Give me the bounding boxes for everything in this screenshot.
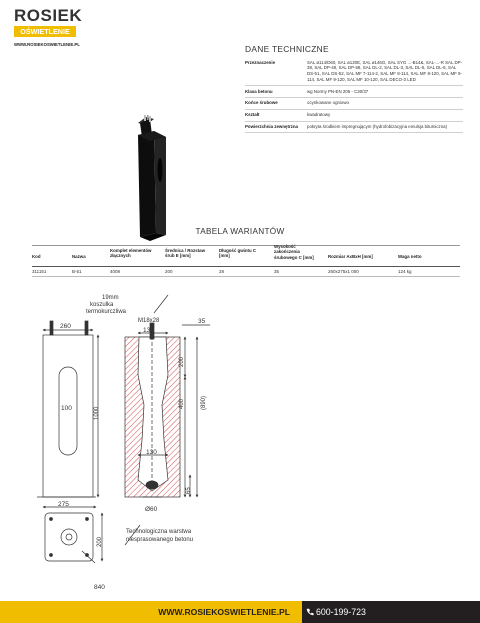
variants-cell: 4008 — [110, 269, 121, 274]
tech-value: SAL ø114/D60, SAL ø120E, SAL ø146G, SAL SYG ...-B14&, SAL-...-R SAL DP-38, SAL DP-48, SAL DP-58, SAL DL-2, SAL DL-3, SAL DL-5, SAL DL-6, SAL DS-51, SAL DS-52, SAL MF 7-114-2, SAL MF 8-114, SAL MF 8-120, SAL MF 9-114, SAL MF 9-120, SAL MF 10-120, SAL DECO-3 LED — [307, 57, 463, 86]
tech-label: Końce śrubowe — [245, 97, 307, 109]
label-sleeve-line3: termokurczliwa — [86, 309, 127, 315]
dim-200: 200 — [179, 356, 185, 367]
dim-890: (890) — [201, 395, 207, 410]
table-row — [245, 97, 463, 109]
variants-header-cell: Waga netto — [398, 254, 422, 259]
dim-thread: M18x28 — [138, 318, 160, 324]
variants-cell: 35 — [274, 269, 280, 274]
variants-header-cell: Rozmiar AxBxH [mm] — [328, 254, 373, 259]
tech-label: Powierzchnia zewnętrzna — [245, 121, 307, 133]
tech-value: pokryta środkiem impregnującym (hydrofobizacyjna emulsja bitumiczna) — [307, 121, 463, 133]
variants-cell: 311151 — [32, 269, 47, 274]
tech-label: Kształt — [245, 109, 307, 121]
variants-header-cell: Komplet elementów złącznych — [110, 248, 152, 259]
variants-header-rule — [32, 266, 460, 267]
label-concrete-line2: niesprasowanego betonu — [126, 537, 194, 543]
variants-top-rule — [32, 245, 460, 246]
dim-400: 400 — [179, 398, 185, 409]
section-view — [125, 295, 210, 545]
table-row — [245, 57, 463, 86]
tech-data-title: DANE TECHNICZNE — [245, 44, 329, 54]
variants-cell: B-51 — [72, 269, 82, 274]
dim-65: 65 — [186, 487, 192, 494]
dim-phi60: Ø60 — [145, 506, 158, 513]
front-view — [37, 321, 98, 507]
tech-label: Klasa betonu — [245, 86, 307, 98]
technical-drawing — [0, 285, 480, 595]
variants-title: TABELA WARIANTÓW — [195, 227, 285, 236]
dim-260: 260 — [60, 323, 71, 330]
variants-cell: 28 — [219, 269, 225, 274]
tech-value: kwadratowy — [307, 109, 463, 121]
dim-200b: 200 — [97, 536, 103, 547]
dim-275: 275 — [58, 501, 69, 508]
tech-label: Przeznaczenie — [245, 57, 307, 86]
footer-website-link[interactable]: WWW.ROSIEKOSWIETLENIE.PL — [158, 607, 290, 617]
dim-130: 130 — [146, 449, 157, 456]
table-row — [245, 86, 463, 98]
dim-138: 138 — [143, 327, 154, 334]
table-row — [245, 121, 463, 133]
dim-100: 100 — [61, 405, 72, 412]
variants-header-cell: Nazwa — [72, 254, 86, 259]
variants-header-cell: Kod — [32, 254, 41, 259]
tech-data-table — [245, 57, 463, 133]
header-website-link[interactable]: WWW.ROSIEKOSWIETLENIE.PL — [14, 42, 80, 47]
brand-logo-subtitle: OŚWIETLENIE — [20, 27, 70, 36]
bottom-view — [45, 513, 102, 563]
tech-value: wg Normy PN-EN 206 - C30/37 — [307, 86, 463, 98]
tech-value: ocynkowane ogniowo — [307, 97, 463, 109]
variants-cell: 200 — [165, 269, 173, 274]
variants-header-cell: Średnica / Rozstaw śrub E [mm] — [165, 248, 206, 259]
variants-header-cell: Wysokość zakończenia śrubowego C [mm] — [274, 244, 314, 260]
phone-icon — [306, 608, 314, 616]
dim-35: 35 — [198, 318, 206, 325]
table-row — [245, 109, 463, 121]
brand-logo: ROSIEK — [14, 6, 83, 25]
label-sleeve-line2: koszulka — [90, 302, 114, 308]
dim-1000: 1000 — [94, 406, 100, 420]
footer-phone[interactable]: 600-199-723 — [316, 607, 366, 617]
variants-header-cell: Długość gwintu C [mm] — [219, 248, 257, 259]
dim-840: 840 — [94, 584, 105, 591]
variants-cell: 260x275x1 000 — [328, 269, 359, 274]
variants-bottom-rule — [32, 276, 460, 277]
label-concrete-line1: Technologiczna warstwa — [126, 529, 192, 535]
label-sleeve-line1: 19mm — [102, 295, 119, 301]
variants-cell: 124 kg — [398, 269, 412, 274]
